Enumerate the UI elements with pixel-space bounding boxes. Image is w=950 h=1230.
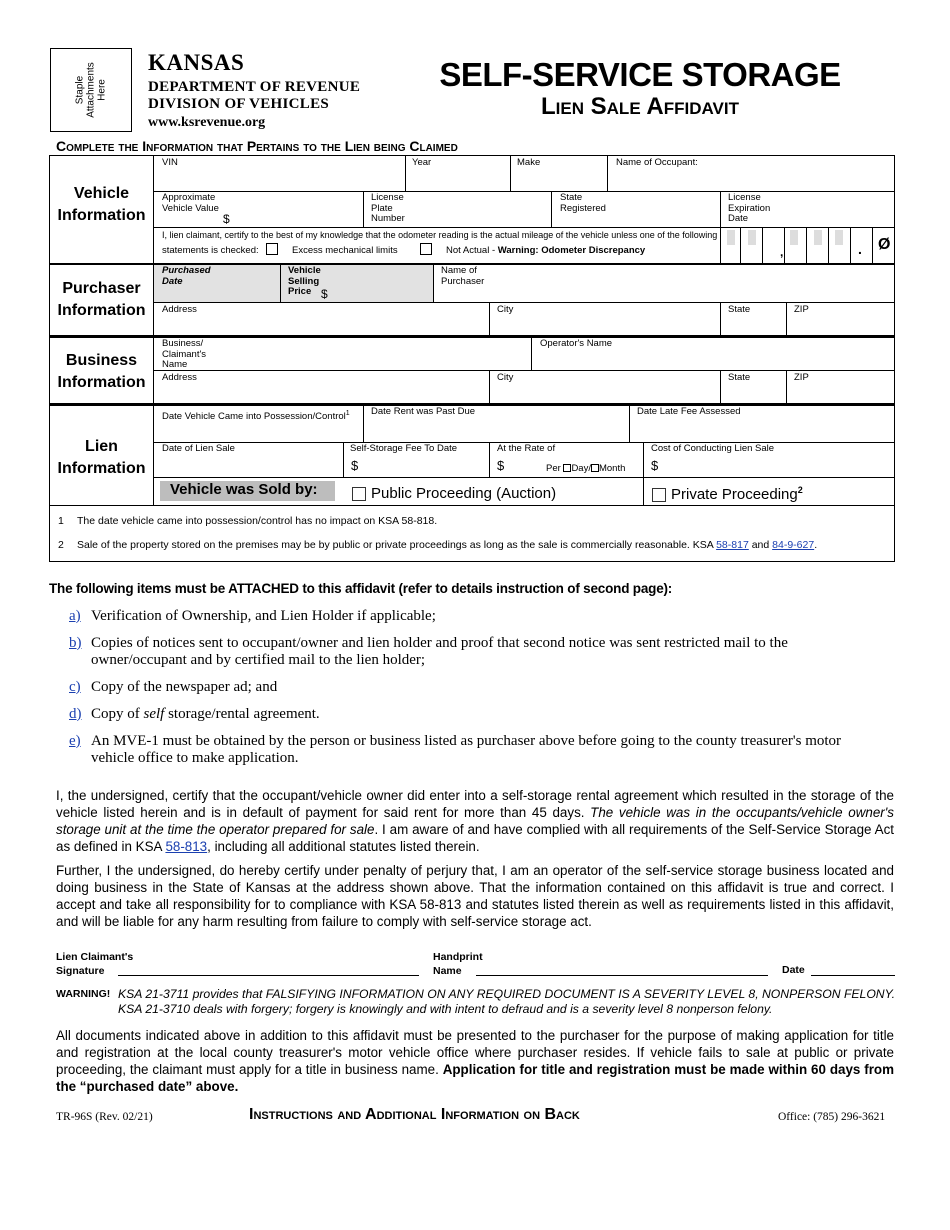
odometer-comma: , [780,245,784,259]
purchaser-name-label: Name of Purchaser [441,265,485,287]
staple-box [50,48,132,132]
warning-label: WARNING! [56,988,111,1000]
late-fee-label: Date Late Fee Assessed [637,406,741,417]
selling-price-label: Vehicle Selling Price [288,265,321,297]
odometer-decimal: . [858,241,862,257]
divider [643,477,644,505]
division-name: DIVISION OF VEHICLES [148,96,330,112]
form-title: SELF-SERVICE STORAGE [439,56,841,93]
storage-fee-label: Self-Storage Fee To Date [350,443,458,454]
signature-line[interactable] [118,975,419,976]
dollar-sign: $ [497,458,505,473]
item-c-text: Copy of the newspaper ad; and [91,679,278,695]
divider [405,155,406,191]
purchaser-zip-label: ZIP [794,304,809,315]
row-line [153,477,895,478]
purchaser-city-label: City [497,304,514,315]
closing-paragraph: All documents indicated above in addition to this affidavit must be presented to the purchaser for the purpose of making application for title and registration at the local county treasurer's motor vehicle office where purchaser resides. If vehicle fails to sale at public or private proceeding, the claimant must apply for a title in business name. Application for title and registration must be made within 60 days from the “purchased date” above. [56,1028,894,1094]
divider [720,370,721,404]
divider [643,442,644,477]
item-b-text: Copies of notices sent to occupant/owner and lien holder and proof that second notice was sent restricted mail to the owner/occupant and by certified mail to the lien holder; [91,635,788,668]
sold-by-label: Vehicle was Sold by: [170,481,318,498]
item-a-link[interactable]: a) [69,608,81,624]
rate-label: At the Rate of [497,443,556,454]
odometer-statement: I, lien claimant, certify to the best of my knowledge that the odometer reading is the actual mileage of the vehicle unless one of the following [162,230,718,240]
divider [786,302,787,336]
certification-paragraph-1: I, the undersigned, certify that the occupant/vehicle owner did enter into a self-storage rental agreement which resulted in the storage of the vehicle listed herein and is in default of payment for said rent for more than 45 days. The vehicle was in the occupants/vehicle owner's storage unit at the time the operator prepared for sale. I am aware of and have complied with all requirements of the Self-Service Storage Act as defined in KSA 58-813, including all additional statutes listed therein. [56,788,894,854]
lien-section-label: Lien Information [57,438,146,477]
vehicle-section-label: Vehicle Information [57,185,146,224]
dollar-sign: $ [321,287,328,301]
item-d-text: Copy of self storage/rental agreement. [91,706,320,722]
item-b-link[interactable]: b) [69,635,82,651]
dollar-sign: $ [651,458,659,473]
item-e-link[interactable]: e) [69,733,81,749]
excess-limits-label: Excess mechanical limits [292,245,398,256]
month-checkbox[interactable] [591,464,599,472]
divider [489,302,490,336]
item-d-link[interactable]: d) [69,706,82,722]
private-proceeding-option[interactable]: Private Proceeding$^2$ [652,485,803,503]
office-phone: Office: (785) 296-3621 [778,1111,886,1123]
section-divider [153,155,154,505]
row-line [153,302,895,303]
form-subtitle: Lien Sale Affidavit [540,93,739,120]
divider [720,227,721,264]
business-section-label: Business Information [57,352,146,391]
attachments-heading: The following items must be ATTACHED to this affidavit (refer to details instruction of second page): [49,581,673,596]
state-name: KANSAS [148,50,245,75]
state-registered-label: State Registered [560,192,606,214]
divider [280,265,281,302]
note-2: Sale of the property stored on the premises may be by public or private proceedings as long as the sale is commercially reasonable. KSA 58-817 and 84-9-627. [77,539,818,551]
vin-label: VIN [162,157,178,168]
cost-label: Cost of Conducting Lien Sale [651,443,775,454]
ksa-58-817-link[interactable]: 58-817 [716,539,749,551]
date-label: Date [782,964,805,976]
occupant-label: Name of Occupant: [616,157,698,168]
divider [531,338,532,370]
divider [363,406,364,442]
business-zip-label: ZIP [794,372,809,383]
item-a-text: Verification of Ownership, and Lien Holder if applicable; [91,608,436,624]
divider [489,442,490,477]
year-label: Year [412,157,432,168]
divider [363,191,364,227]
divider [510,155,511,191]
department-name: DEPARTMENT OF REVENUE [148,79,361,95]
ksa-58-813-link[interactable]: 58-813 [165,839,208,854]
make-label: Make [517,157,541,168]
section-instruction: Complete the Information that Pertains to the Lien being Claimed [56,138,458,154]
note-2-number: 2 [58,539,64,551]
claimant-name-label: Business/ Claimant's Name [162,338,207,370]
odometer-tenths: Ø [878,236,891,253]
handprint-name-line[interactable] [476,975,768,976]
dollar-sign: $ [351,458,359,473]
operator-name-label: Operator's Name [540,338,613,349]
business-address-label: Address [162,372,197,383]
public-checkbox[interactable] [352,487,366,501]
not-actual-label: Not Actual - Warning: Odometer Discrepancy [446,245,646,256]
purchaser-state-label: State [728,304,751,315]
row-line [153,191,895,192]
warning-text: KSA 21-3711 provides that FALSIFYING INFORMATION ON ANY REQUIRED DOCUMENT IS A SEVERITY LEVEL 8, NONPERSON FELONY. KSA 21-3710 deals with forgery; forgery is knowingly and with intent to defraud and is a severity level 8 nonperson felony. [118,987,895,1016]
lien-sale-date-label: Date of Lien Sale [162,443,235,454]
divider [343,442,344,477]
plate-label: License Plate Number [371,192,405,224]
staple-text: Staple Attachments Here [74,62,108,118]
website: www.ksrevenue.org [148,115,266,130]
note-1: The date vehicle came into possession/control has no impact on KSA 58-818. [77,515,438,527]
divider [786,370,787,404]
business-city-label: City [497,372,514,383]
ksa-84-9-627-link[interactable]: 84-9-627 [772,539,815,551]
footer-instructions: Instructions and Additional Information on Back [249,1106,580,1123]
item-c-link[interactable]: c) [69,679,81,695]
business-state-label: State [728,372,751,383]
public-proceeding-option[interactable]: Public Proceeding (Auction) [352,485,556,502]
rent-past-due-label: Date Rent was Past Due [371,406,476,417]
divider [551,191,552,227]
divider [607,155,608,191]
excess-limits-checkbox[interactable] [266,243,278,255]
form-number: TR-96S (Rev. 02/21) [56,1111,153,1123]
row-line [153,370,895,371]
dollar-sign: $ [223,212,230,226]
claimant-signature-label: Lien Claimant's Signature [56,951,134,977]
purchaser-address-label: Address [162,304,197,315]
purchaser-section-label: Purchaser Information [57,280,146,319]
handprint-name-label: Handprint Name [433,951,483,977]
statements-checked-label: statements is checked: [162,245,259,256]
divider [720,302,721,336]
approx-value-label: Approximate Vehicle Value [162,192,219,214]
per-period: Per Day/ Month [546,463,626,474]
private-checkbox[interactable] [652,488,666,502]
divider [629,406,630,442]
possession-date-label: Date Vehicle Came into Possession/Control$^1$ [162,410,350,423]
license-exp-label: License Expiration Date [728,192,771,224]
divider [489,370,490,404]
note-1-number: 1 [58,515,64,527]
purchased-date-label: Purchased Date [162,265,211,287]
odometer-digits[interactable] [722,227,895,264]
divider [433,265,434,302]
divider [720,191,721,227]
certification-paragraph-2: Further, I the undersigned, do hereby certify under penalty of perjury that, I am an operator of the self-service storage business located and doing business in the State of Kansas at the address shown above. That the information contained on this affidavit is true and correct. I accept and take all responsibility for to compliance with KSA 58-813 and statutes listed therein as well as requirements listed in this affidavit, and will be liable for any harm resulting from failure to comply with self-service storage act. [56,863,894,929]
not-actual-checkbox[interactable] [420,243,432,255]
date-line[interactable] [811,975,895,976]
item-e-text: An MVE-1 must be obtained by the person or business listed as purchaser above before going to the county treasurer's motor vehicle office to make application. [91,733,842,766]
row-line [49,505,895,506]
